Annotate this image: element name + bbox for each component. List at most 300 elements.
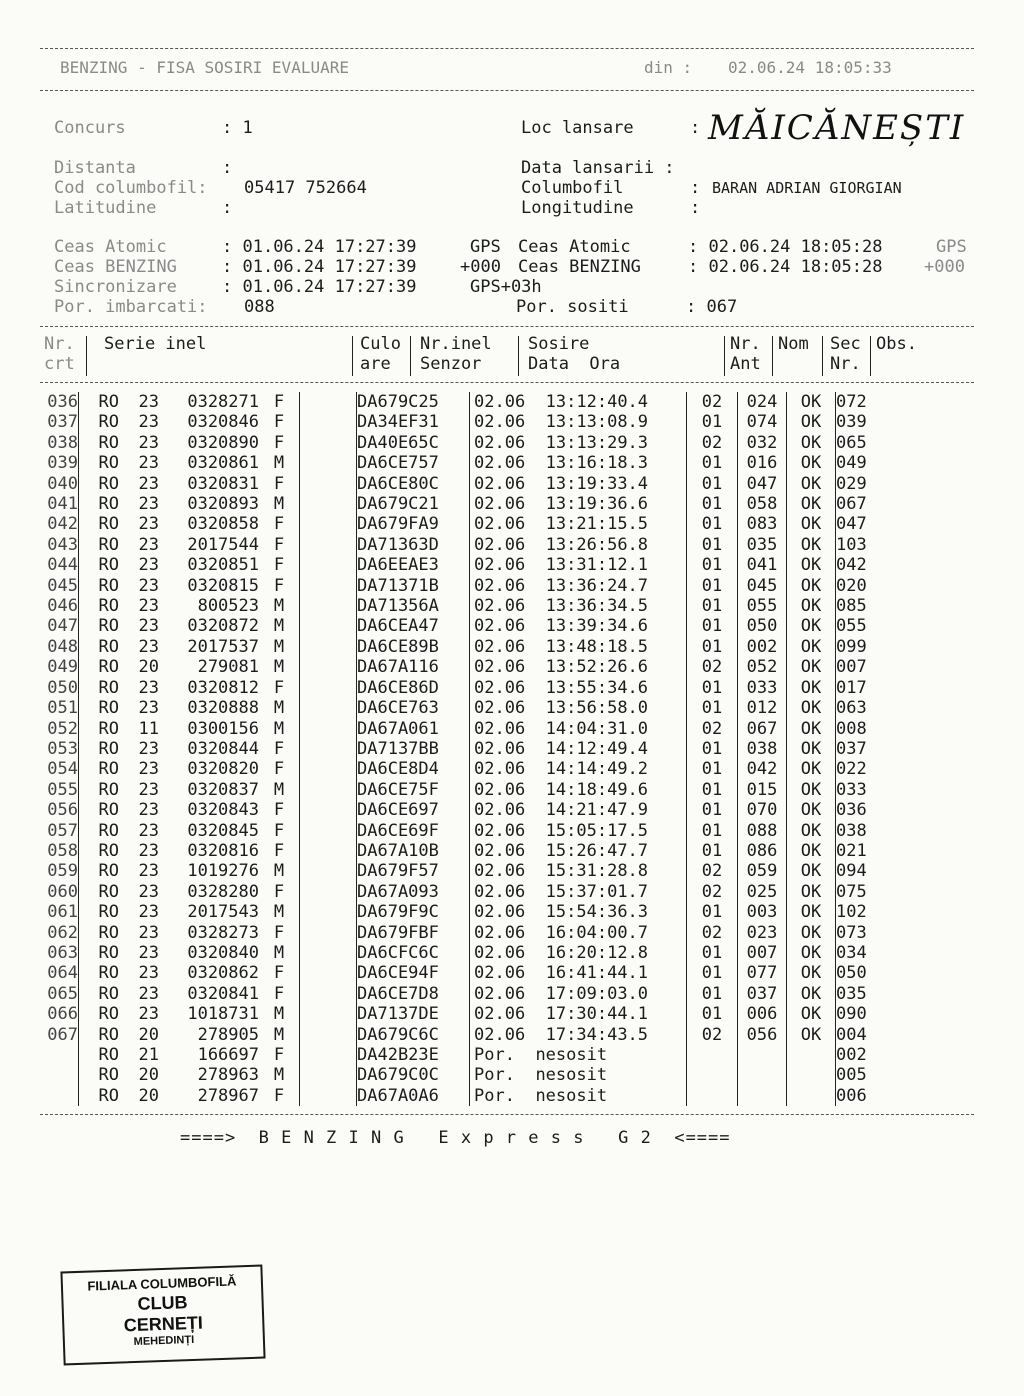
cell-ant: 01 [687, 902, 738, 922]
arrival-date: Por. [474, 1065, 515, 1086]
cell-senzor: DA34EF31 [357, 412, 439, 433]
cell-nr: 046 [30, 596, 79, 616]
cell-an: 23 [138, 636, 159, 657]
cell-obs: 063 [836, 698, 897, 718]
cell-nom: 012 [738, 698, 787, 718]
cell-nr: 067 [30, 1025, 79, 1045]
stamp-line-4: MEHEDINȚI [133, 1333, 195, 1349]
cell-sex: F [273, 392, 285, 412]
ceas-atomic-right-label: Ceas Atomic [518, 237, 631, 257]
cell-sec: OK [787, 984, 836, 1004]
table-row [30, 514, 896, 534]
col-nom: Nom [778, 334, 809, 354]
cell-culoare [300, 984, 357, 1004]
cell-sex: F [273, 759, 285, 780]
cell-culoare [300, 412, 357, 432]
por-imbarcati-value: 088 [244, 297, 275, 317]
arrival-time: 13:13:29.3 [545, 432, 649, 453]
cell-sec: OK [787, 678, 836, 698]
cell-nom: 003 [738, 902, 787, 922]
cell-obs: 055 [836, 616, 897, 636]
cell-ant: 01 [687, 453, 738, 473]
table-row [30, 902, 896, 922]
arrival-date: 02.06 [474, 514, 526, 535]
arrival-date: 02.06 [474, 412, 526, 433]
cell-inel: 0328280 [187, 881, 259, 902]
cell-nom: 007 [738, 943, 787, 963]
cell-tara: RO [98, 1024, 119, 1045]
arrival-date: 02.06 [474, 392, 526, 412]
arrival-date: 02.06 [474, 657, 526, 678]
arrival-time: 17:09:03.0 [545, 983, 649, 1004]
cell-sex: M [273, 636, 285, 657]
ceas-benzing-right-label: Ceas BENZING [518, 257, 641, 277]
cell-sex: M [273, 657, 285, 678]
cell-nr: 038 [30, 433, 79, 453]
cell-nom: 058 [738, 494, 787, 514]
cell-sosire [470, 943, 687, 963]
cell-senzor: DA6CE69F [357, 820, 439, 841]
arrival-date: Por. [474, 1085, 515, 1106]
cell-sex: F [273, 432, 285, 453]
cell-inel: 0320893 [187, 494, 259, 515]
cell-an: 23 [138, 800, 159, 821]
cell-inel: 0320851 [187, 555, 259, 576]
cell-an: 20 [138, 657, 159, 678]
cell-sec: OK [787, 494, 836, 514]
table-row [30, 841, 896, 861]
report-title: BENZING - FISA SOSIRI EVALUARE [60, 58, 349, 77]
cell-sec: OK [787, 1004, 836, 1024]
cell-an: 23 [138, 453, 159, 474]
cell-sec: OK [787, 514, 836, 534]
cell-sosire [470, 1004, 687, 1024]
cell-inel: 2017544 [187, 534, 259, 555]
cell-sec: OK [787, 719, 836, 739]
cell-an: 23 [138, 514, 159, 535]
cell-sex: F [273, 820, 285, 841]
cell-culoare [300, 739, 357, 759]
cell-sosire [470, 780, 687, 800]
footer-brand: ====> B E N Z I N G E x p r e s s G 2 <==== [180, 1128, 731, 1148]
table-row [30, 616, 896, 636]
cell-nr: 043 [30, 535, 79, 555]
arrival-date: 02.06 [474, 636, 526, 657]
arrival-date: 02.06 [474, 555, 526, 576]
cell-senzor: DA679FA9 [357, 514, 439, 535]
cell-an: 23 [138, 881, 159, 902]
arrival-time: 13:31:12.1 [545, 555, 649, 576]
cell-culoare [300, 494, 357, 514]
arrival-time: nesosit [535, 1065, 608, 1086]
table-row [30, 821, 896, 841]
arrival-date: 02.06 [474, 677, 526, 698]
cell-tara: RO [98, 677, 119, 698]
table-row [30, 596, 896, 616]
cell-nom: 024 [738, 392, 787, 412]
cell-sex: F [273, 881, 285, 902]
cell-sec [787, 1045, 836, 1065]
stamp-line-1: FILIALA COLUMBOFILĂ [87, 1273, 237, 1294]
cell-inel: 0320837 [187, 779, 259, 800]
cell-sex: M [273, 596, 285, 617]
cell-nom: 006 [738, 1004, 787, 1024]
cell-nom [738, 1045, 787, 1065]
cell-sex: M [273, 861, 285, 882]
cell-an: 23 [138, 963, 159, 984]
cell-sosire [470, 882, 687, 902]
table-row [30, 698, 896, 718]
arrival-time: 15:37:01.7 [545, 881, 649, 902]
cell-senzor: DA679C25 [357, 392, 439, 412]
table-row [30, 637, 896, 657]
arrival-date: 02.06 [474, 432, 526, 453]
cell-obs: 007 [836, 657, 897, 677]
arrival-time: 13:16:18.3 [545, 453, 649, 474]
cell-nr: 050 [30, 678, 79, 698]
table-row [30, 1045, 896, 1065]
cell-sosire [470, 759, 687, 779]
stamp-line-3: CERNEȚI [123, 1312, 204, 1336]
table-row [30, 453, 896, 473]
cell-culoare [300, 1086, 357, 1106]
cell-senzor: DA67A116 [357, 657, 439, 678]
cell-sec: OK [787, 698, 836, 718]
ceas-benzing-start: 01.06.24 17:27:39 [242, 257, 417, 277]
cell-obs: 034 [836, 943, 897, 963]
cell-sosire [470, 841, 687, 861]
arrival-date: 02.06 [474, 922, 526, 943]
cell-ant: 01 [687, 821, 738, 841]
cell-nr: 064 [30, 963, 79, 983]
cell-sex: F [273, 677, 285, 698]
cell-culoare [300, 963, 357, 983]
cell-ant [687, 1045, 738, 1065]
cell-inel: 0320815 [187, 575, 259, 596]
cell-an: 23 [138, 412, 159, 433]
cell-obs: 020 [836, 576, 897, 596]
arrival-date: 02.06 [474, 881, 526, 902]
cell-sec: OK [787, 943, 836, 963]
cell-tara: RO [98, 575, 119, 596]
header-divider [40, 90, 974, 91]
table-row [30, 535, 896, 555]
cell-nom: 035 [738, 535, 787, 555]
ceas-atomic-end: 02.06.24 18:05:28 [708, 237, 883, 257]
cell-an: 20 [138, 1024, 159, 1045]
cell-sosire [470, 821, 687, 841]
cell-nr: 055 [30, 780, 79, 800]
cell-sex: F [273, 738, 285, 759]
arrival-date: 02.06 [474, 820, 526, 841]
col-nr-inel-senzor: Nr.inel Senzor [420, 334, 492, 374]
cell-an: 11 [138, 718, 159, 739]
cell-obs: 037 [836, 739, 897, 759]
cell-sosire [470, 494, 687, 514]
cell-sosire [470, 453, 687, 473]
cell-an: 21 [138, 1045, 159, 1065]
arrival-date: 02.06 [474, 575, 526, 596]
cell-culoare [300, 616, 357, 636]
cell-ant: 01 [687, 535, 738, 555]
cell-sex: F [273, 473, 285, 494]
cell-senzor: DA67A093 [357, 881, 439, 902]
cell-senzor: DA67A061 [357, 718, 439, 739]
cell-sex: F [273, 963, 285, 984]
arrival-date: 02.06 [474, 453, 526, 474]
cell-sosire [470, 474, 687, 494]
table-row [30, 678, 896, 698]
cell-nr [30, 1086, 79, 1106]
arrival-date: 02.06 [474, 861, 526, 882]
cell-ant: 01 [687, 596, 738, 616]
cell-nom: 045 [738, 576, 787, 596]
arrival-date: 02.06 [474, 738, 526, 759]
arrival-time: nesosit [535, 1085, 608, 1106]
cell-culoare [300, 800, 357, 820]
cell-culoare [300, 637, 357, 657]
cell-nom: 070 [738, 800, 787, 820]
cell-senzor: DA679FBF [357, 922, 439, 943]
cell-nom: 059 [738, 861, 787, 881]
cell-ant: 02 [687, 1025, 738, 1045]
cell-inel: 2017543 [187, 902, 259, 923]
arrival-time: 15:26:47.7 [545, 840, 649, 861]
arrival-time: 16:41:44.1 [545, 963, 649, 984]
arrival-time: 13:13:08.9 [545, 412, 649, 433]
loc-lansare-label: Loc lansare [521, 118, 634, 138]
cell-sec: OK [787, 412, 836, 432]
por-sositi-label: Por. sositi [516, 297, 629, 317]
cell-senzor: DA71363D [357, 534, 439, 555]
cell-culoare [300, 821, 357, 841]
cell-obs: 049 [836, 453, 897, 473]
cell-senzor: DA7137DE [357, 1004, 439, 1025]
cell-obs: 021 [836, 841, 897, 861]
cell-inel: 166697 [197, 1045, 259, 1065]
arrival-time: 14:21:47.9 [545, 800, 649, 821]
cod-columbofil-value: 05417 752664 [244, 178, 367, 198]
cell-senzor: DA67A0A6 [357, 1085, 439, 1106]
cell-tara: RO [98, 473, 119, 494]
cell-ant: 01 [687, 514, 738, 534]
cell-senzor: DA6CE89B [357, 636, 439, 657]
arrival-date: 02.06 [474, 963, 526, 984]
cell-nr: 054 [30, 759, 79, 779]
cell-senzor: DA6CEA47 [357, 616, 439, 637]
table-row [30, 1086, 896, 1106]
cell-senzor: DA6CE8D4 [357, 759, 439, 780]
cell-obs: 042 [836, 555, 897, 575]
table-row [30, 657, 896, 677]
arrival-date: 02.06 [474, 616, 526, 637]
cell-sosire [470, 514, 687, 534]
table-row [30, 923, 896, 943]
cell-inel: 0320872 [187, 616, 259, 637]
cell-sec: OK [787, 433, 836, 453]
cell-nom: 015 [738, 780, 787, 800]
cell-ant: 01 [687, 780, 738, 800]
col-obs: Obs. [876, 334, 917, 354]
ceas-benzing-end: 02.06.24 18:05:28 [708, 257, 883, 277]
arrival-date: 02.06 [474, 779, 526, 800]
arrival-time: 13:48:18.5 [545, 636, 649, 657]
club-stamp [60, 1265, 265, 1366]
table-top-divider [40, 326, 974, 327]
cell-culoare [300, 474, 357, 494]
cell-sex: F [273, 514, 285, 535]
cell-sex: M [273, 942, 285, 963]
ceas-atomic-label: Ceas Atomic [54, 237, 167, 257]
cell-tara: RO [98, 1004, 119, 1025]
cell-nr: 059 [30, 861, 79, 881]
cell-sec: OK [787, 739, 836, 759]
cell-inel: 0320812 [187, 677, 259, 698]
cell-culoare [300, 555, 357, 575]
cell-inel: 0320840 [187, 942, 259, 963]
arrival-date: 02.06 [474, 1024, 526, 1045]
cell-nom: 086 [738, 841, 787, 861]
cell-sex: F [273, 922, 285, 943]
cell-senzor: DA6EEAE3 [357, 555, 439, 576]
cell-nom: 055 [738, 596, 787, 616]
cell-ant: 01 [687, 800, 738, 820]
cell-tara: RO [98, 1065, 119, 1086]
cell-tara: RO [98, 698, 119, 719]
cell-tara: RO [98, 861, 119, 882]
cell-ant [687, 1086, 738, 1106]
cell-sosire [470, 596, 687, 616]
cell-nr: 044 [30, 555, 79, 575]
arrival-time: 16:04:00.7 [545, 922, 649, 943]
col-nr-ant: Nr. Ant [730, 334, 761, 374]
cell-sosire [470, 637, 687, 657]
cell-senzor: DA7137BB [357, 738, 439, 759]
cell-tara: RO [98, 534, 119, 555]
cell-tara: RO [98, 963, 119, 984]
cell-culoare [300, 1045, 357, 1065]
arrival-time: 16:20:12.8 [545, 942, 649, 963]
cell-an: 23 [138, 596, 159, 617]
cell-inel: 0320862 [187, 963, 259, 984]
cell-obs: 002 [836, 1045, 897, 1065]
table-row [30, 759, 896, 779]
cell-tara: RO [98, 902, 119, 923]
data-lansarii-label: Data lansarii : [521, 158, 675, 178]
arrival-time: 13:36:24.7 [545, 575, 649, 596]
cell-tara: RO [98, 657, 119, 678]
cell-an: 23 [138, 494, 159, 515]
cell-sosire [470, 535, 687, 555]
cell-senzor: DA6CE757 [357, 453, 439, 474]
table-row [30, 555, 896, 575]
cell-ant: 01 [687, 841, 738, 861]
cell-sec [787, 1086, 836, 1106]
cell-obs: 038 [836, 821, 897, 841]
cell-inel: 278967 [197, 1085, 259, 1106]
cell-ant: 01 [687, 963, 738, 983]
cell-inel: 0320888 [187, 698, 259, 719]
cell-ant: 01 [687, 698, 738, 718]
cell-nr: 058 [30, 841, 79, 861]
cell-senzor: DA42B23E [357, 1045, 439, 1065]
cell-nom: 016 [738, 453, 787, 473]
table-row [30, 1065, 896, 1085]
ceas-atomic-end-suffix: GPS [936, 237, 967, 257]
arrival-time: 15:05:17.5 [545, 820, 649, 841]
arrival-time: 17:30:44.1 [545, 1004, 649, 1025]
cell-ant: 02 [687, 923, 738, 943]
cell-senzor: DA679C21 [357, 494, 439, 515]
cell-nom: 038 [738, 739, 787, 759]
table-bottom-divider [40, 1114, 974, 1115]
arrival-time: 14:18:49.6 [545, 779, 649, 800]
cell-tara: RO [98, 432, 119, 453]
arrival-time: 13:19:36.6 [545, 494, 649, 515]
cell-an: 23 [138, 779, 159, 800]
din-label: din : [644, 58, 693, 77]
cell-sosire [470, 698, 687, 718]
cell-culoare [300, 719, 357, 739]
cell-senzor: DA6CE94F [357, 963, 439, 984]
cell-ant: 01 [687, 576, 738, 596]
cell-obs: 033 [836, 780, 897, 800]
cell-an: 23 [138, 738, 159, 759]
evaluation-sheet: BENZING - FISA SOSIRI EVALUARE din : 02.06.24 18:05:33 Concurs : 1 Loc lansare : MĂICĂNEȘTI Distanta : Data lansarii : Cod columbofil: 05417 752664 Columbofil : BARAN ADRIAN GIORGIAN Latitudine : Longitudine : Ceas Atomic : 01.06.24 17:27:39 GPS Ceas Atomic : 02.06.24 18:05:28 GPS Ceas BENZING : 01.06.24 17:27:39 +000 Ceas BENZING : 02.06.24 18:05:28 +000 Sincronizare : 01.06.24 17:27:39 GPS+03h Por. imbarcati: 088 Por. sositi : 067 Nr. crt Serie inel Culo are Nr.inel Senzor Sosire Data Ora Nr. Ant Nom Sec Nr. Obs. 036 RO 23 0328271 F DA679C25 02.06 13:12:40.4 02 024 OK 072 037 RO 23 0320846 F DA34EF31 02.06 13:13:08.9 01 074 OK 039 038 RO 23 0320890 F DA40E65C 02.06 13:13:29.3 02 032 OK 065 039 RO 23 0320861 M DA6CE757 02.06 13:16:18.3 01 016 OK 049 040 RO 23 0320831 F DA6CE80C 02.06 13:19:33.4 01 047 OK 029 041 RO 23 0320893 M DA679C21 02.06 13:19:36.6 01 058 OK 067 042 RO 23 0320858 F DA679FA9 02.06 13:21:15.5 01 083 OK 047 043 RO 23 2017544 F DA71363D 02.06 13:26:56.8 01 035 OK 103 044 RO 23 0320851 F DA6EEAE3 02.06 13:31:12.1 01 041 OK 042 045 RO 23 0320815 F DA71371B 02.06 13:36:24.7 01 045 OK 020 046 RO 23 800523 M DA71356A 02.06 13:36:34.5 01 055 OK 085 047 RO 23 0320872 M DA6CEA47 02.06 13:39:34.6 01 050 OK 055 048 RO 23 2017537 M DA6CE89B 02.06 13:48:18.5 01 002 OK 099 049 RO 20 279081 M DA67A116 02.06 13:52:26.6 02 052 OK 007 050 RO 23 0320812 F DA6CE86D 02.06 13:55:34.6 01 033 OK 017 051 RO 23 0320888 M DA6CE763 02.06 13:56:58.0 01 012 OK 063 052 RO 11 0300156 M DA67A061 02.06 14:04:31.0 02 067 OK 008 053 RO 23 0320844 F DA7137BB 02.06 14:12:49.4 01 038 OK 037 054 RO 23 0320820 F DA6CE8D4 02.06 14:14:49.2 01 042 OK 022 055 RO 23 0320837 M DA6CE75F 02.06 14:18:49.6 01 015 OK 033 056 RO 23 0320843 F DA6CE697 02.06 14:21:47.9 01 070 OK 036 057 RO 23 0320845 F DA6CE69F 02.06 15:05:17.5 01 088 OK 038 058 RO 23 0320816 F DA67A10B 02.06 15:26:47.7 01 086 OK 021 059 RO 23 1019276 M DA679F57 02.06 15:31:28.8 02 059 OK 094 060 RO 23 0328280 F DA67A093 02.06 15:37:01.7 02 025 OK 075 061 RO 23 2017543 M DA679F9C 02.06 15:54:36.3 01 003 OK 102 062 RO 23 0328273 F DA679FBF 02.06 16:04:00.7 02 023 OK 073 063 RO 23 0320840 M DA6CFC6C 02.06 16:20:12.8 01 007 OK 034 064 RO 23 0320862 F DA6CE94F 02.06 16:41:44.1 01 077 OK 050 065 RO 23 0320841 F DA6CE7D8 02.06 17:09:03.0 01 037 OK 035 066 RO 23 1018731 M DA7137DE 02.06 17:30:44.1 01 006 OK 090 067 RO 20 278905 M DA679C6C 02.06 17:34:43.5 02 056 OK 004 RO 21 166697 F DA42B23E Por. nesosit 002 RO 20 278963 M DA679C0C Por. nesosit 005 RO 20 278967 F DA67A0A6 Por. nesosit 006 ====> B E N Z I N G E x p r e s s G 2 <==== FILIALA COLUMBOFILĂ CLUB CERNEȚI MEHEDINȚI [0, 0, 1024, 1396]
arrival-time: 13:21:15.5 [545, 514, 649, 535]
cell-nr: 052 [30, 719, 79, 739]
cell-tara: RO [98, 800, 119, 821]
col-sec-nr: Sec Nr. [830, 334, 861, 374]
sincronizare-suffix: GPS+03h [470, 277, 542, 297]
arrival-date: 02.06 [474, 800, 526, 821]
cell-sosire [470, 678, 687, 698]
cell-inel: 0300156 [187, 718, 259, 739]
cell-nr: 047 [30, 616, 79, 636]
table-row [30, 984, 896, 1004]
concurs-value: 1 [242, 118, 253, 138]
cell-sex: M [273, 1065, 285, 1086]
cell-nom: 083 [738, 514, 787, 534]
cell-an: 23 [138, 534, 159, 555]
cell-an: 23 [138, 698, 159, 719]
col-sosire: Sosire Data Ora [528, 334, 621, 374]
arrival-time: 13:19:33.4 [545, 473, 649, 494]
cell-obs: 073 [836, 923, 897, 943]
cell-inel: 278905 [197, 1024, 259, 1045]
cell-sec: OK [787, 882, 836, 902]
cell-tara: RO [98, 596, 119, 617]
cell-ant: 01 [687, 984, 738, 1004]
cell-obs: 075 [836, 882, 897, 902]
arrival-time: 14:14:49.2 [545, 759, 649, 780]
cell-nr: 066 [30, 1004, 79, 1024]
cell-sec: OK [787, 963, 836, 983]
cell-obs: 050 [836, 963, 897, 983]
cell-nom: 041 [738, 555, 787, 575]
cell-nom: 077 [738, 963, 787, 983]
cell-nom: 042 [738, 759, 787, 779]
sincronizare-label: Sincronizare [54, 277, 177, 297]
cell-culoare [300, 759, 357, 779]
cell-nom: 037 [738, 984, 787, 1004]
cell-an: 23 [138, 902, 159, 923]
cell-tara: RO [98, 514, 119, 535]
cell-tara: RO [98, 494, 119, 515]
cell-culoare [300, 698, 357, 718]
arrival-date: 02.06 [474, 840, 526, 861]
cell-an: 23 [138, 820, 159, 841]
